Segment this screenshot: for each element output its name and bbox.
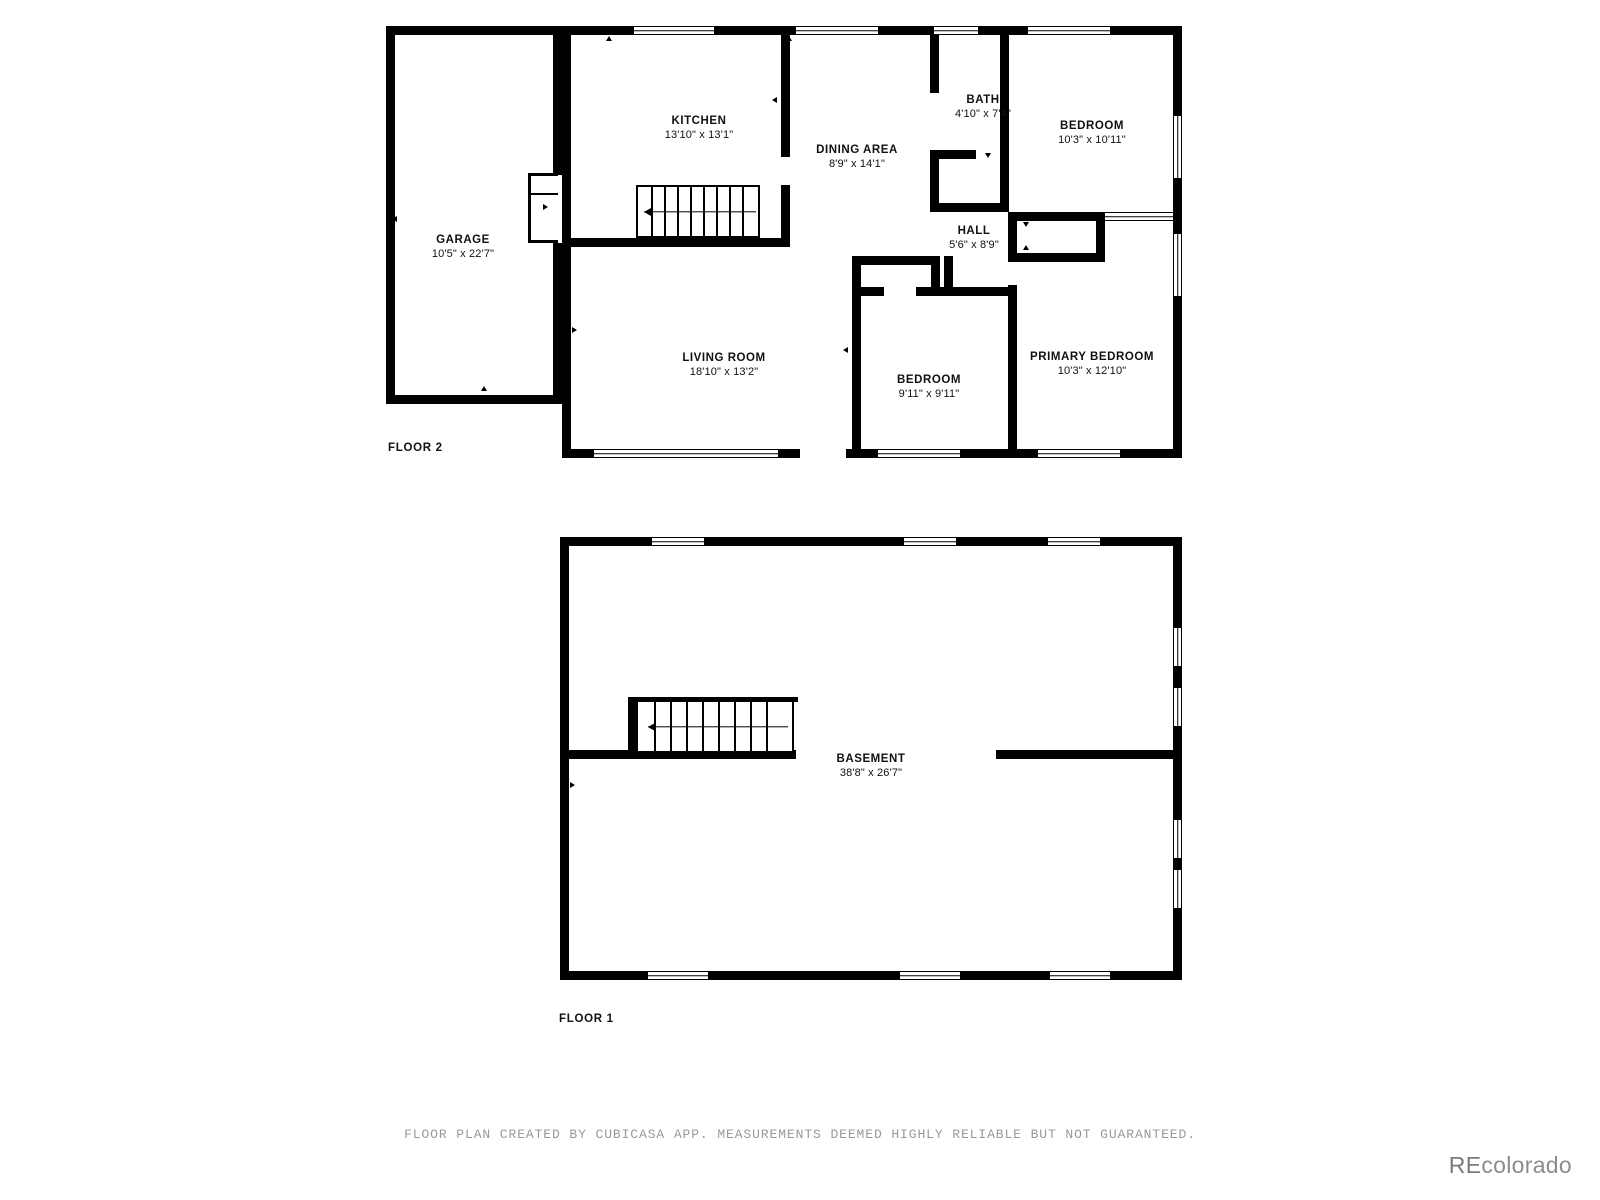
room-dims-basement: 38'8" x 26'7" bbox=[839, 767, 903, 780]
garage-entry-tick bbox=[543, 204, 548, 210]
room-name-garage: GARAGE bbox=[436, 234, 490, 246]
room-label-bath bbox=[955, 93, 1011, 121]
room-name-kitchen: KITCHEN bbox=[671, 115, 727, 127]
hall-bottom-wall bbox=[1008, 285, 1017, 458]
garage-step-detail-top bbox=[528, 173, 558, 176]
basement-wall-top-3 bbox=[956, 537, 1048, 546]
garage-wall-tick-bottom bbox=[481, 386, 487, 391]
bedroom3-window-bottom bbox=[878, 449, 960, 458]
room-label-basement bbox=[837, 752, 906, 780]
hall-closet-bottom bbox=[852, 287, 884, 296]
garage-wall-tick-left bbox=[392, 216, 397, 222]
basement-wall-top-2 bbox=[704, 537, 904, 546]
dining-window-top bbox=[796, 26, 878, 35]
room-dims-bedroom-upper: 10'3" x 10'11" bbox=[1058, 134, 1126, 147]
hall-closet-divider bbox=[944, 256, 953, 296]
basement-wall-bottom-3 bbox=[960, 971, 1050, 980]
basement-wall-bottom-4 bbox=[1110, 971, 1182, 980]
room-label-living-room bbox=[682, 351, 765, 379]
room-label-dining-area bbox=[816, 143, 898, 171]
house2-wall-top-4 bbox=[978, 26, 1028, 35]
disclaimer-note: FLOOR PLAN CREATED BY CUBICASA APP. MEASUREMENTS DEEMED HIGHLY RELIABLE BUT NOT GUARANTEED. bbox=[404, 1127, 1196, 1142]
room-label-bedroom-upper bbox=[1058, 119, 1126, 147]
basement-stair-top-wall bbox=[628, 697, 798, 702]
room-dims-kitchen: 13'10" x 13'1" bbox=[664, 129, 734, 142]
hall-closet-top bbox=[852, 256, 940, 265]
garage-wall-left bbox=[386, 26, 395, 404]
garage-step-detail-left bbox=[528, 173, 531, 243]
floor-2-caption: FLOOR 2 bbox=[388, 442, 443, 454]
bedroom2-window-top bbox=[1028, 26, 1110, 35]
dining-hall-divider bbox=[930, 35, 939, 93]
house2-wall-top-left bbox=[562, 26, 634, 35]
basement-window-bottom-3 bbox=[1050, 971, 1110, 980]
basement-window-top-2 bbox=[904, 537, 956, 546]
bath-bottom-wall bbox=[930, 203, 1008, 212]
house2-wall-bottom-2 bbox=[778, 449, 800, 458]
garage-wall-top bbox=[386, 26, 558, 35]
hall-closet-tick bbox=[985, 290, 991, 295]
primary-door-tick bbox=[1023, 245, 1029, 250]
room-name-basement: BASEMENT bbox=[836, 753, 906, 765]
kitchen-window-top-1 bbox=[634, 26, 714, 35]
brand-suffix: colorado bbox=[1481, 1152, 1572, 1178]
kitchen-dining-divider bbox=[781, 35, 790, 157]
room-name-bedroom-upper: BEDROOM bbox=[1060, 120, 1124, 132]
bedroom2-door-tick bbox=[1023, 222, 1029, 227]
room-dims-dining-area: 8'9" x 14'1" bbox=[828, 158, 885, 171]
room-dims-bedroom-lower: 9'11" x 9'11" bbox=[898, 388, 960, 401]
floor-1-caption: FLOOR 1 bbox=[559, 1013, 614, 1025]
room-dims-garage: 10'5" x 22'7" bbox=[431, 248, 495, 261]
stair-landing-wall bbox=[632, 238, 790, 247]
garage-wall-bottom-right bbox=[474, 395, 562, 404]
living-room-window-bottom bbox=[594, 449, 778, 458]
basement-window-top-3 bbox=[1048, 537, 1100, 546]
room-dims-hall: 5'6" x 8'9" bbox=[949, 239, 999, 252]
room-name-primary-bedroom: PRIMARY BEDROOM bbox=[1030, 351, 1154, 363]
bath-right-wall bbox=[1000, 35, 1009, 212]
hall-closet-bottom-2 bbox=[916, 287, 1016, 296]
stairs-floor-1 bbox=[636, 700, 794, 753]
room-label-garage bbox=[432, 233, 494, 261]
room-label-hall bbox=[949, 224, 999, 252]
house2-wall-top-3 bbox=[878, 26, 934, 35]
room-label-bedroom-lower bbox=[897, 373, 961, 401]
room-name-hall: HALL bbox=[957, 225, 991, 237]
kitchen-bottom-wall bbox=[562, 238, 632, 247]
basement-wall-bottom-2 bbox=[708, 971, 900, 980]
room-label-kitchen bbox=[665, 114, 734, 142]
room-name-bedroom-lower: BEDROOM bbox=[897, 374, 961, 386]
bath-top-divider bbox=[930, 150, 976, 159]
house2-wall-bottom-4 bbox=[960, 449, 1038, 458]
living-room-tick-right bbox=[843, 347, 848, 353]
garage-step-detail-bottom bbox=[528, 240, 558, 243]
primary-window-bottom bbox=[1038, 449, 1120, 458]
house2-wall-top-5 bbox=[1110, 26, 1182, 35]
recolorado-logo bbox=[1449, 1152, 1572, 1179]
kitchen-dining-opening bbox=[781, 157, 790, 185]
basement-tick-left bbox=[570, 782, 575, 788]
garage-step-detail-mid bbox=[528, 193, 558, 195]
room-dims-living-room: 18'10" x 13'2" bbox=[689, 366, 759, 379]
primary-window-right bbox=[1173, 234, 1182, 296]
basement-wall-top-4 bbox=[1100, 537, 1182, 546]
room-label-primary-bedroom bbox=[1030, 350, 1154, 378]
house2-wall-bottom-1 bbox=[562, 449, 594, 458]
room-name-dining-area: DINING AREA bbox=[816, 144, 898, 156]
basement-window-right-4 bbox=[1173, 870, 1182, 908]
basement-window-bottom-2 bbox=[900, 971, 960, 980]
bath-window-top bbox=[934, 26, 978, 35]
room-dims-primary-bedroom: 10'3" x 12'10" bbox=[1057, 365, 1127, 378]
basement-window-bottom-1 bbox=[648, 971, 708, 980]
house2-wall-bottom-5 bbox=[1120, 449, 1182, 458]
bedroom2-window-right bbox=[1173, 116, 1182, 178]
house2-wall-bottom-3 bbox=[846, 449, 878, 458]
primary-closet-bottom bbox=[1008, 253, 1105, 262]
garage-entry-door-gap bbox=[553, 175, 562, 243]
basement-window-top-1 bbox=[652, 537, 704, 546]
stairs-floor-2 bbox=[636, 185, 760, 238]
brand-prefix: RE bbox=[1448, 1152, 1482, 1178]
room-name-bath: BATH bbox=[966, 94, 1000, 106]
room-dims-bath: 4'10" x 7'4" bbox=[954, 108, 1012, 121]
basement-window-right-2 bbox=[1173, 688, 1182, 726]
kitchen-wall-tick-top bbox=[606, 36, 612, 41]
basement-interior-wall-right bbox=[996, 750, 1182, 759]
house2-wall-top-2 bbox=[714, 26, 796, 35]
living-room-tick-left bbox=[572, 327, 577, 333]
bath-door-tick bbox=[985, 153, 991, 158]
kitchen-dining-tick bbox=[772, 97, 777, 103]
basement-wall-bottom-1 bbox=[560, 971, 648, 980]
bedroom2-door-gap bbox=[1105, 212, 1173, 221]
basement-window-right-1 bbox=[1173, 628, 1182, 666]
room-name-living-room: LIVING ROOM bbox=[682, 352, 766, 364]
basement-window-right-3 bbox=[1173, 820, 1182, 858]
